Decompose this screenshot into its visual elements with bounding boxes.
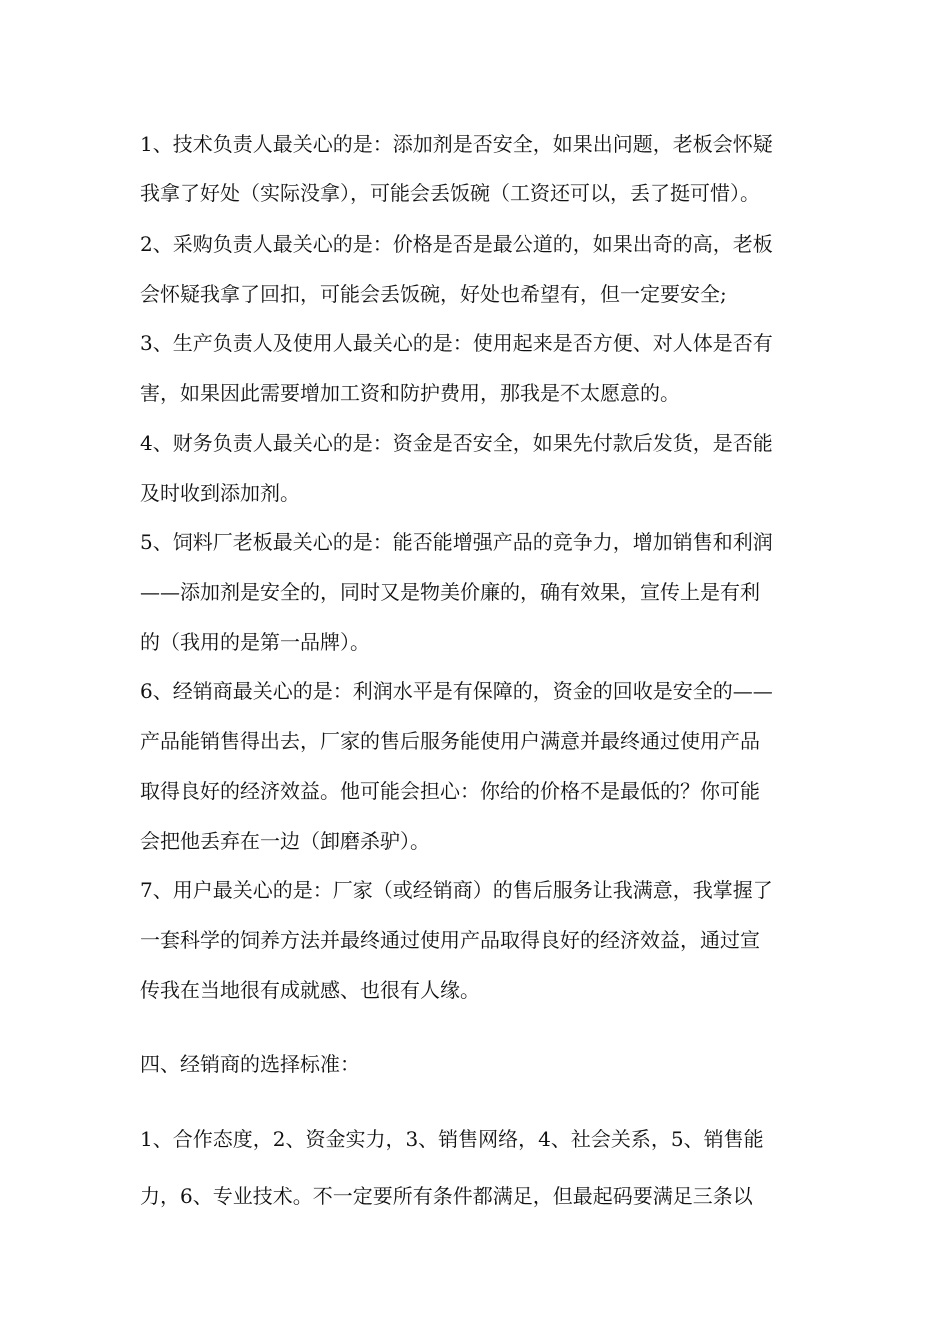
text-line: 传我在当地很有成就感、也很有人缘。	[140, 978, 480, 1002]
text-line: 及时收到添加剂。	[140, 481, 300, 505]
text-line: 力，6、专业技术。不一定要所有条件都满足，但最起码要满足三条以	[140, 1184, 753, 1208]
text-line: 6、经销商最关心的是：利润水平是有保障的，资金的回收是安全的——	[140, 679, 773, 703]
text-line: 会怀疑我拿了回扣，可能会丢饭碗，好处也希望有，但一定要安全;	[140, 282, 727, 306]
text-line: 1、合作态度，2、资金实力，3、销售网络，4、社会关系，5、销售能	[140, 1127, 764, 1151]
text-line: 害，如果因此需要增加工资和防护费用，那我是不太愿意的。	[140, 381, 680, 405]
text-line: 7、用户最关心的是：厂家（或经销商）的售后服务让我满意，我掌握了	[140, 878, 773, 902]
text-line: 1、技术负责人最关心的是：添加剂是否安全，如果出问题，老板会怀疑	[140, 132, 773, 156]
text-line: 会把他丢弃在一边（卸磨杀驴）。	[140, 829, 430, 853]
text-line: 取得良好的经济效益。他可能会担心：你给的价格不是最低的？你可能	[140, 779, 760, 803]
text-line: 4、财务负责人最关心的是：资金是否安全，如果先付款后发货，是否能	[140, 431, 773, 455]
text-line: 5、饲料厂老板最关心的是：能否能增强产品的竞争力，增加销售和利润	[140, 530, 773, 554]
section-heading: 四、经销商的选择标准：	[140, 1052, 360, 1076]
text-line: 我拿了好处（实际没拿），可能会丢饭碗（工资还可以，丢了挺可惜）。	[140, 181, 760, 205]
text-line: 2、采购负责人最关心的是：价格是否是最公道的，如果出奇的高，老板	[140, 232, 773, 256]
text-line: 3、生产负责人及使用人最关心的是：使用起来是否方便、对人体是否有	[140, 331, 773, 355]
text-line: 的（我用的是第一品牌）。	[140, 630, 370, 654]
text-line: 一套科学的饲养方法并最终通过使用产品取得良好的经济效益，通过宣	[140, 928, 760, 952]
text-line: 产品能销售得出去，厂家的售后服务能使用户满意并最终通过使用产品	[140, 729, 760, 753]
text-line: ——添加剂是安全的，同时又是物美价廉的，确有效果，宣传上是有利	[140, 580, 760, 604]
